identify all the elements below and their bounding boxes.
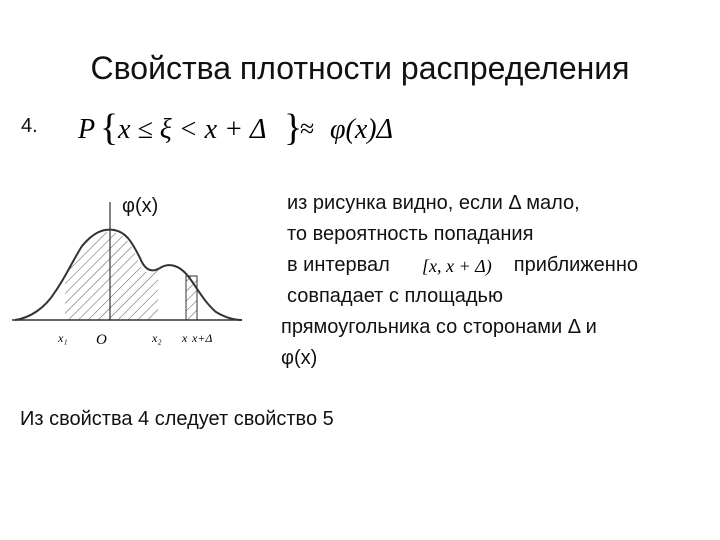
formula-approx: ≈ bbox=[300, 114, 315, 143]
hatched-area bbox=[65, 232, 158, 320]
tick-x1: x₁ bbox=[58, 331, 68, 345]
description-line-1: из рисунка видно, если Δ мало, bbox=[287, 192, 580, 214]
formula-p: P bbox=[78, 114, 96, 145]
description-line-3-end: приближенно bbox=[513, 254, 639, 276]
density-graph bbox=[10, 180, 250, 360]
formula-rhs: φ(x)Δ bbox=[330, 114, 393, 145]
delta-rectangle bbox=[186, 276, 197, 320]
probability-formula bbox=[78, 102, 418, 157]
description-line-3-start: в интервал bbox=[287, 254, 390, 276]
tick-o: O bbox=[96, 332, 107, 348]
tick-x2: x₂ bbox=[152, 331, 162, 345]
formula-rbrace: } bbox=[284, 107, 303, 149]
y-axis-label: φ(x) bbox=[122, 195, 159, 217]
slide-title: Свойства плотности распределения bbox=[90, 50, 630, 86]
description-line-5: прямоугольника со сторонами Δ и bbox=[281, 316, 597, 338]
tick-x: x bbox=[182, 331, 188, 345]
footer-text: Из свойства 4 следует свойство 5 bbox=[20, 408, 334, 430]
formula-lbrace: { bbox=[100, 107, 119, 149]
description-line-6: φ(x) bbox=[281, 347, 318, 369]
interval-formula bbox=[420, 250, 520, 287]
description-line-4: совпадает с площадью bbox=[287, 285, 503, 307]
item-number: 4. bbox=[21, 115, 38, 137]
tick-x-plus-delta: x+Δ bbox=[192, 331, 213, 345]
interval-expression: [x, x + Δ) bbox=[422, 256, 492, 276]
description-line-2: то вероятность попадания bbox=[287, 223, 534, 245]
formula-condition: x ≤ ξ < x + Δ bbox=[118, 114, 267, 145]
